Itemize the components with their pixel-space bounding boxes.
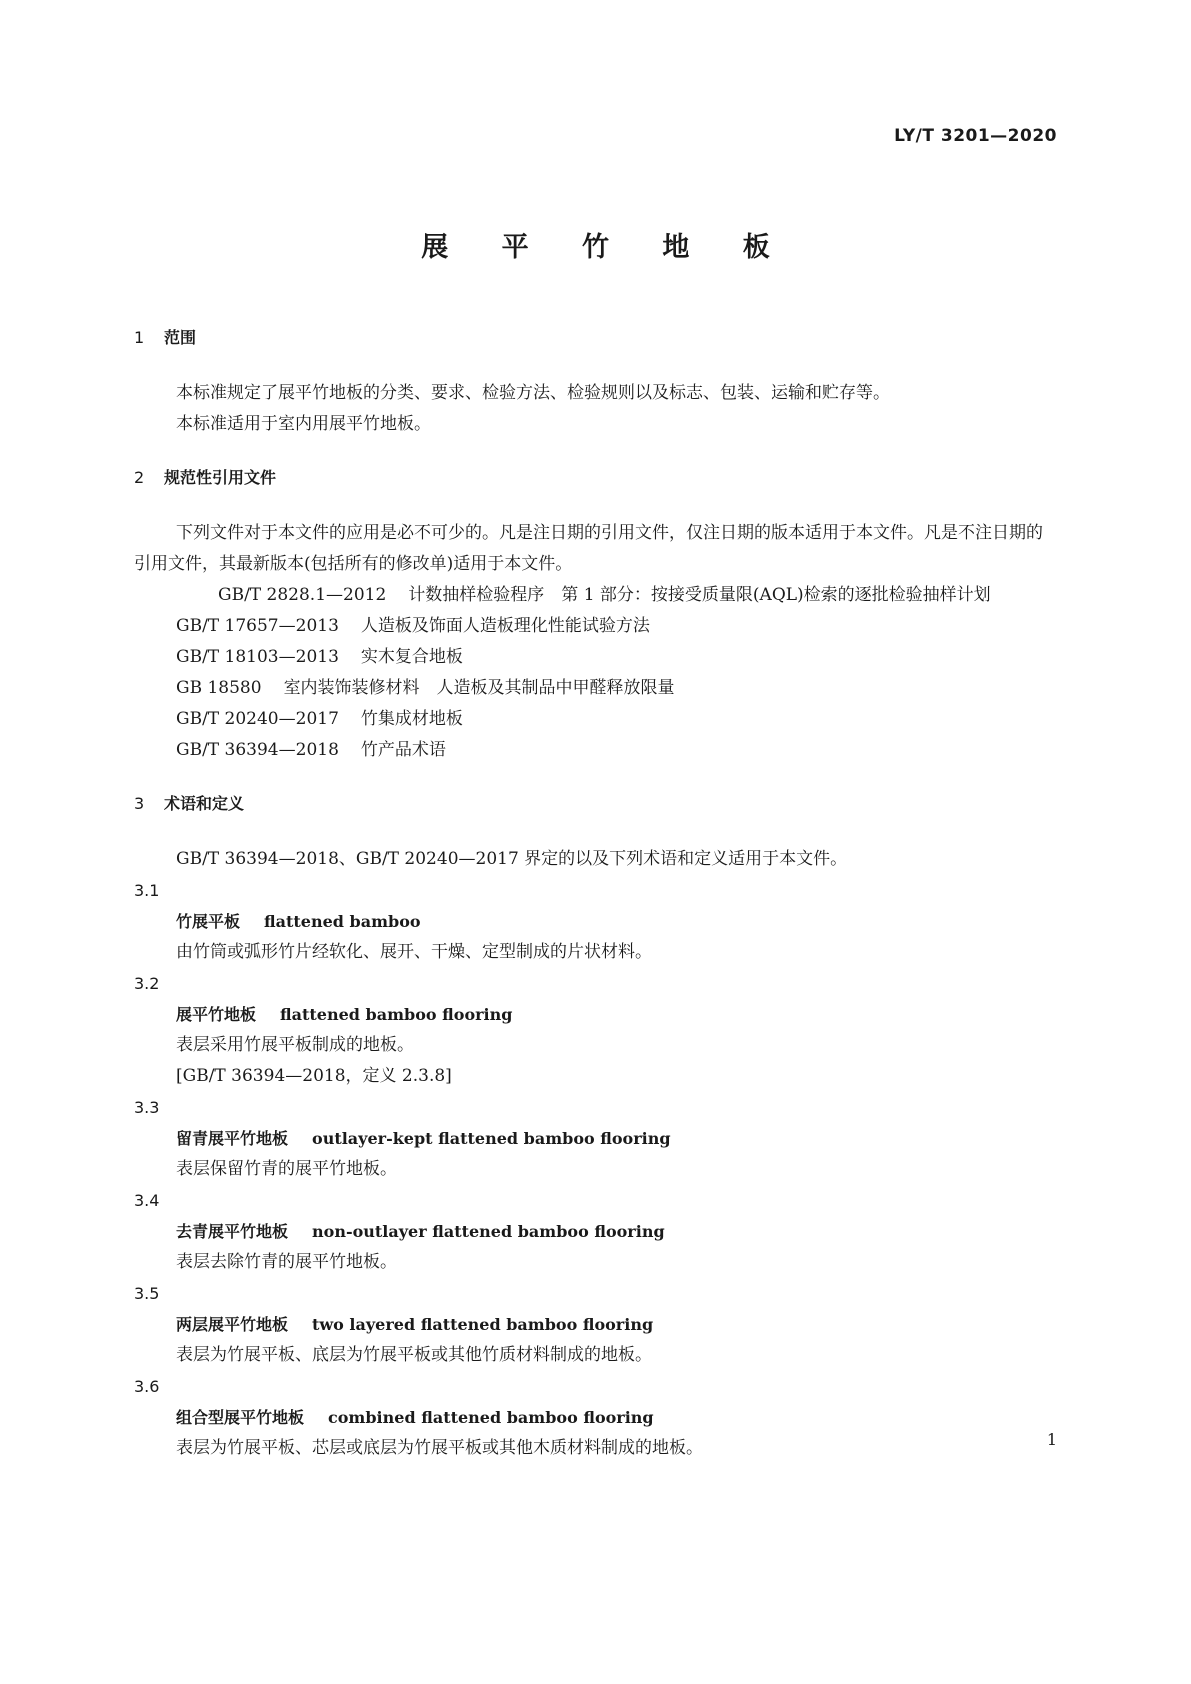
reference-title: 室内装饰装修材料 人造板及其制品中甲醛释放限量 xyxy=(283,678,675,698)
term-definition: 表层保留竹青的展平竹地板。 xyxy=(176,1159,397,1179)
term-number: 3.6 xyxy=(134,1377,160,1396)
term-en: non-outlayer flattened bamboo flooring xyxy=(312,1222,665,1241)
term-heading xyxy=(134,906,1056,937)
section-title: 范围 xyxy=(164,328,197,347)
references-intro: 下列文件对于本文件的应用是必不可少的。凡是注日期的引用文件，仅注日期的版本适用于本文件。凡是不注日期的引用文件，其最新版本(包括所有的修改单)适用于本文件。 xyxy=(134,523,1043,574)
section-title: 术语和定义 xyxy=(164,794,245,813)
reference-item xyxy=(134,642,1056,673)
term-definition: 表层为竹展平板、底层为竹展平板或其他竹质材料制成的地板。 xyxy=(176,1345,652,1365)
term-heading xyxy=(134,1216,1056,1247)
reference-code: GB/T 36394—2018 xyxy=(176,740,339,760)
reference-title: 竹集成材地板 xyxy=(360,709,463,729)
reference-code: GB/T 17657—2013 xyxy=(176,616,339,636)
section-1-heading xyxy=(134,322,1056,354)
section-number: 3 xyxy=(134,794,145,813)
term-heading xyxy=(134,1309,1056,1340)
reference-title: 实木复合地板 xyxy=(360,647,463,667)
term-number: 3.5 xyxy=(134,1284,160,1303)
section-title: 规范性引用文件 xyxy=(164,468,277,487)
page-number: 1 xyxy=(1046,1430,1057,1449)
section-number: 1 xyxy=(134,328,145,347)
reference-code: GB 18580 xyxy=(176,678,262,698)
scope-paragraph: 本标准规定了展平竹地板的分类、要求、检验方法、检验规则以及标志、包装、运输和贮存等。 xyxy=(176,383,890,403)
reference-item xyxy=(134,673,1056,704)
term-heading xyxy=(134,999,1056,1030)
term-en: outlayer-kept flattened bamboo flooring xyxy=(312,1129,671,1148)
reference-title: 计数抽样检验程序 第 1 部分：按接受质量限(AQL)检索的逐批检验抽样计划 xyxy=(408,585,991,605)
term-definition: 表层为竹展平板、芯层或底层为竹展平板或其他木质材料制成的地板。 xyxy=(176,1438,703,1458)
term-definition: 由竹筒或弧形竹片经软化、展开、干燥、定型制成的片状材料。 xyxy=(176,942,652,962)
term-number: 3.4 xyxy=(134,1191,160,1210)
term-zh: 展平竹地板 xyxy=(176,1005,257,1024)
reference-item xyxy=(134,580,1056,611)
term-en: flattened bamboo xyxy=(264,912,421,931)
reference-title: 人造板及饰面人造板理化性能试验方法 xyxy=(360,616,650,636)
term-heading xyxy=(134,1123,1056,1154)
scope-paragraph: 本标准适用于室内用展平竹地板。 xyxy=(176,414,431,434)
term-definition: 表层采用竹展平板制成的地板。 xyxy=(176,1035,414,1055)
reference-title: 竹产品术语 xyxy=(360,740,446,760)
terms-intro: GB/T 36394—2018、GB/T 20240—2017 界定的以及下列术语和定义适用于本文件。 xyxy=(176,849,848,869)
term-zh: 组合型展平竹地板 xyxy=(176,1408,305,1427)
section-number: 2 xyxy=(134,468,145,487)
term-source: [GB/T 36394—2018，定义 2.3.8] xyxy=(176,1066,452,1086)
term-zh: 去青展平竹地板 xyxy=(176,1222,289,1241)
section-3-heading xyxy=(134,788,1056,820)
reference-item xyxy=(134,735,1056,766)
reference-code: GB/T 2828.1—2012 xyxy=(218,585,387,605)
term-number: 3.2 xyxy=(134,974,160,993)
term-en: flattened bamboo flooring xyxy=(280,1005,513,1024)
standard-code: LY/T 3201—2020 xyxy=(894,126,1057,146)
term-zh: 两层展平竹地板 xyxy=(176,1315,289,1334)
document-title: 展 平 竹 地 板 xyxy=(421,232,792,263)
reference-item xyxy=(134,611,1056,642)
term-en: two layered flattened bamboo flooring xyxy=(312,1315,654,1334)
term-number: 3.3 xyxy=(134,1098,160,1117)
term-zh: 留青展平竹地板 xyxy=(176,1129,289,1148)
term-heading xyxy=(134,1402,1056,1433)
reference-item xyxy=(134,704,1056,735)
document-body xyxy=(134,322,1056,1464)
term-en: combined flattened bamboo flooring xyxy=(328,1408,654,1427)
section-2-heading xyxy=(134,462,1056,494)
term-number: 3.1 xyxy=(134,881,160,900)
reference-code: GB/T 20240—2017 xyxy=(176,709,339,729)
term-zh: 竹展平板 xyxy=(176,912,241,931)
reference-code: GB/T 18103—2013 xyxy=(176,647,339,667)
term-definition: 表层去除竹青的展平竹地板。 xyxy=(176,1252,397,1272)
